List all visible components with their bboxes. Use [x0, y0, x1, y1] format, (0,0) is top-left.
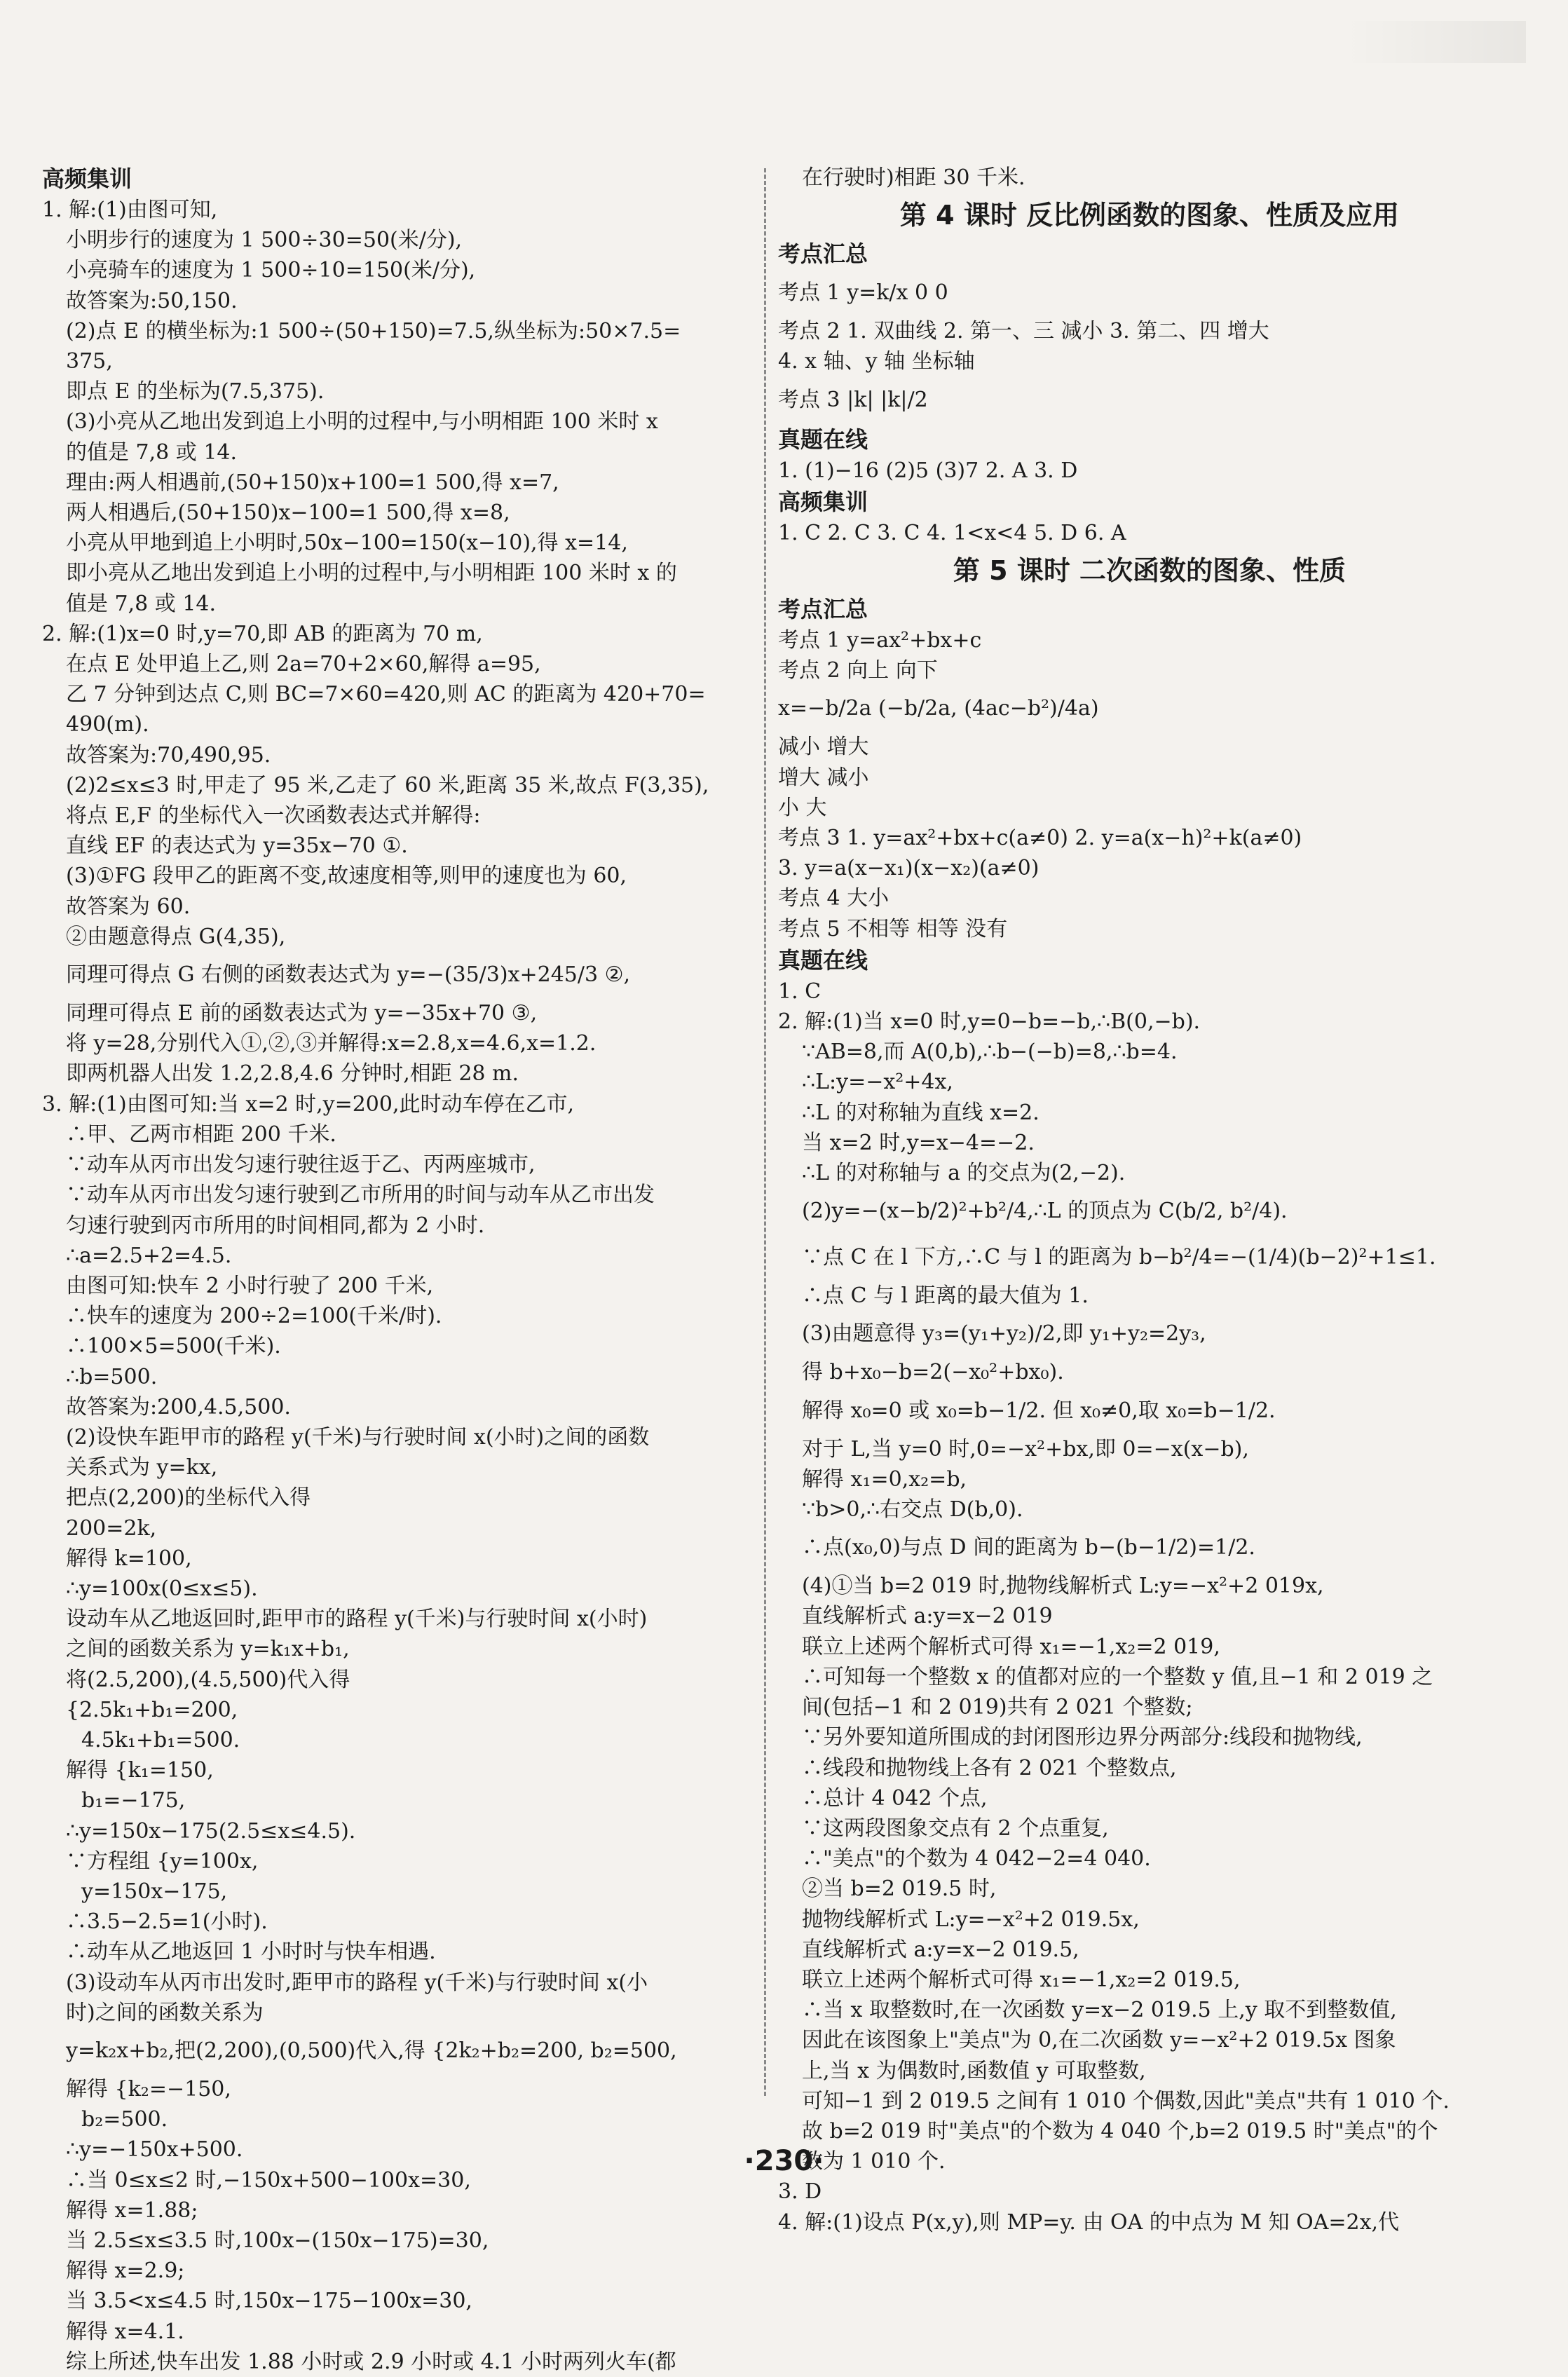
text-line: 理由:两人相遇前,(50+150)x+100=1 500,得 x=7,: [66, 470, 559, 495]
text-line: 抛物线解析式 L:y=−x²+2 019.5x,: [802, 1907, 1140, 1932]
text-line: 设动车从乙地返回时,距甲市的路程 y(千米)与行驶时间 x(小时): [66, 1607, 648, 1632]
text-line: 考点 4 大小: [778, 886, 889, 911]
text-line: 可知−1 到 2 019.5 之间有 1 010 个偶数,因此"美点"共有 1 010 个.: [802, 2088, 1450, 2113]
text-line: {2.5k₁+b₁=200,: [66, 1697, 238, 1722]
text-line: ∴线段和抛物线上各有 2 021 个整数点,: [802, 1755, 1177, 1780]
text-line: 2. 解:(1)x=0 时,y=70,即 AB 的距离为 70 m,: [42, 621, 483, 646]
text-line: 匀速行驶到丙市所用的时间相同,都为 2 小时.: [66, 1213, 485, 1238]
text-line: 直线 EF 的表达式为 y=35x−70 ①.: [66, 833, 408, 859]
text-line: 375,: [66, 349, 113, 374]
text-line: ∵动车从丙市出发匀速行驶往返于乙、丙两座城市,: [66, 1152, 536, 1178]
text-line: b₂=500.: [81, 2107, 168, 2132]
left-column: [42, 163, 757, 2377]
section-heading: 高频集训: [42, 165, 132, 192]
text-line: 解得 x₁=0,x₂=b,: [802, 1466, 967, 1492]
text-line: 考点 3 |k| |k|/2: [778, 387, 928, 412]
text-line: 综上所述,快车出发 1.88 小时或 2.9 小时或 4.1 小时两列火车(都: [66, 2349, 676, 2374]
section-heading: 考点汇总: [778, 596, 868, 623]
text-line: 1. C: [778, 979, 822, 1004]
text-line: 1. (1)−16 (2)5 (3)7 2. A 3. D: [778, 458, 1078, 483]
text-line: 小 大: [778, 795, 827, 820]
text-line: 故答案为 60.: [66, 894, 191, 919]
scan-shadow: [1344, 21, 1526, 63]
section-heading: 真题在线: [778, 946, 868, 974]
text-line: 故答案为:50,150.: [66, 288, 238, 313]
text-line: 时)之间的函数关系为: [66, 2000, 264, 2025]
text-line: 即小亮从乙地出发到追上小明的过程中,与小明相距 100 米时 x 的: [66, 561, 677, 586]
text-line: y=k₂x+b₂,把(2,200),(0,500)代入,得 {2k₂+b₂=200, b₂=500,: [66, 2038, 677, 2063]
text-line: 考点 3 1. y=ax²+bx+c(a≠0) 2. y=a(x−h)²+k(a≠0): [778, 826, 1302, 851]
text-line: ∵动车从丙市出发匀速行驶到乙市所用的时间与动车从乙市出发: [66, 1183, 655, 1208]
text-line: 间(包括−1 和 2 019)共有 2 021 个整数;: [802, 1695, 1193, 1720]
text-line: 的值是 7,8 或 14.: [66, 440, 238, 465]
text-line: 解得 {k₁=150,: [66, 1758, 214, 1783]
text-line: ∵AB=8,而 A(0,b),∴b−(−b)=8,∴b=4.: [802, 1040, 1178, 1065]
text-line: 将 y=28,分别代入①,②,③并解得:x=2.8,x=4.6,x=1.2.: [66, 1031, 596, 1056]
text-line: 当 x=2 时,y=x−4=−2.: [802, 1130, 1035, 1155]
text-line: 故答案为:70,490,95.: [66, 742, 271, 768]
text-line: ∴y=100x(0≤x≤5).: [66, 1576, 258, 1601]
text-line: 1. C 2. C 3. C 4. 1<x<4 5. D 6. A: [778, 520, 1126, 545]
text-line: 小明步行的速度为 1 500÷30=50(米/分),: [66, 228, 463, 253]
text-line: 小亮骑车的速度为 1 500÷10=150(米/分),: [66, 258, 476, 283]
text-line: ∴3.5−2.5=1(小时).: [66, 1909, 268, 1935]
text-line: 在点 E 处甲追上乙,则 2a=70+2×60,解得 a=95,: [66, 652, 541, 677]
text-line: b₁=−175,: [81, 1788, 186, 1813]
text-line: (2)设快车距甲市的路程 y(千米)与行驶时间 x(小时)之间的函数: [66, 1424, 650, 1450]
text-line: y=150x−175,: [81, 1879, 228, 1904]
text-line: ∵方程组 {y=100x,: [66, 1848, 259, 1874]
text-line: (4)①当 b=2 019 时,抛物线解析式 L:y=−x²+2 019x,: [802, 1574, 1324, 1599]
text-line: 之间的函数关系为 y=k₁x+b₁,: [66, 1637, 350, 1662]
text-line: (3)小亮从乙地出发到追上小明的过程中,与小明相距 100 米时 x: [66, 409, 658, 435]
text-line: ∴当 x 取整数时,在一次函数 y=x−2 019.5 上,y 取不到整数值,: [802, 1998, 1397, 2023]
text-line: (3)由题意得 y₃=(y₁+y₂)/2,即 y₁+y₂=2y₃,: [802, 1321, 1206, 1347]
text-line: 同理可得点 G 右侧的函数表达式为 y=−(35/3)x+245/3 ②,: [66, 962, 631, 988]
text-line: ∴L:y=−x²+4x,: [802, 1070, 953, 1095]
text-line: 4.5k₁+b₁=500.: [81, 1727, 240, 1752]
text-line: 490(m).: [66, 712, 149, 737]
text-line: 4. 解:(1)设点 P(x,y),则 MP=y. 由 OA 的中点为 M 知 OA=2x,代: [778, 2209, 1400, 2235]
text-line: 2. 解:(1)当 x=0 时,y=0−b=−b,∴B(0,−b).: [778, 1009, 1201, 1035]
text-line: 1. 解:(1)由图可知,: [42, 198, 218, 222]
text-line: 4. x 轴、y 轴 坐标轴: [778, 349, 975, 374]
text-line: 解得 x=4.1.: [66, 2319, 184, 2344]
text-line: 解得 x₀=0 或 x₀=b−1/2. 但 x₀≠0,取 x₀=b−1/2.: [802, 1398, 1276, 1423]
text-line: ②由题意得点 G(4,35),: [66, 924, 286, 949]
text-line: 解得 k=100,: [66, 1546, 192, 1571]
section-heading: 真题在线: [778, 425, 868, 453]
text-line: 200=2k,: [66, 1516, 157, 1541]
text-line: ②当 b=2 019.5 时,: [802, 1877, 997, 1902]
text-line: x=−b/2a (−b/2a, (4ac−b²)/4a): [778, 696, 1099, 721]
text-line: ∴100×5=500(千米).: [66, 1334, 281, 1359]
section-heading: 考点汇总: [778, 240, 868, 268]
text-line: ∴L 的对称轴为直线 x=2.: [802, 1100, 1039, 1125]
text-line: 当 2.5≤x≤3.5 时,100x−(150x−175)=30,: [66, 2228, 489, 2253]
text-line: ∵b>0,∴右交点 D(b,0).: [802, 1497, 1023, 1523]
text-line: 小亮从甲地到追上小明时,50x−100=150(x−10),得 x=14,: [66, 531, 628, 556]
text-line: 考点 5 不相等 相等 没有: [778, 916, 1008, 941]
lesson-title: 第 4 课时 反比例函数的图象、性质及应用: [899, 200, 1400, 231]
text-line: ∴点(x₀,0)与点 D 间的距离为 b−(b−1/2)=1/2.: [802, 1535, 1255, 1560]
text-line: 解得 x=1.88;: [66, 2198, 198, 2223]
text-line: ∴快车的速度为 200÷2=100(千米/时).: [66, 1304, 442, 1329]
text-line: 考点 2 1. 双曲线 2. 第一、三 减小 3. 第二、四 增大: [778, 319, 1269, 344]
text-line: (2)点 E 的横坐标为:1 500÷(50+150)=7.5,纵坐标为:50×7.5=: [66, 318, 681, 343]
text-line: 值是 7,8 或 14.: [66, 591, 217, 616]
text-line: ∴总计 4 042 个点,: [802, 1785, 988, 1811]
text-line: ∵另外要知道所围成的封闭图形边界分两部分:线段和抛物线,: [802, 1725, 1363, 1750]
text-line: 即点 E 的坐标为(7.5,375).: [66, 379, 325, 404]
text-line: 联立上述两个解析式可得 x₁=−1,x₂=2 019,: [802, 1634, 1220, 1659]
page-number: ·230·: [744, 2145, 824, 2177]
text-line: ∵点 C 在 l 下方,∴C 与 l 的距离为 b−b²/4=−(1/4)(b−2)²+1≤1.: [802, 1245, 1436, 1270]
text-line: ∴点 C 与 l 距离的最大值为 1.: [802, 1283, 1089, 1309]
text-line: 对于 L,当 y=0 时,0=−x²+bx,即 0=−x(x−b),: [802, 1436, 1249, 1462]
section-heading: 高频集训: [778, 488, 868, 515]
text-line: 数为 1 010 个.: [802, 2149, 946, 2174]
text-line: 同理可得点 E 前的函数表达式为 y=−35x+70 ③,: [66, 1001, 538, 1026]
text-line: 考点 2 向上 向下: [778, 658, 938, 683]
text-line: 解得 x=2.9;: [66, 2259, 185, 2284]
text-line: ∴y=150x−175(2.5≤x≤4.5).: [66, 1818, 356, 1844]
text-line: ∴y=−150x+500.: [66, 2137, 243, 2163]
text-line: 故 b=2 019 时"美点"的个数为 4 040 个,b=2 019.5 时"美点"的个: [802, 2118, 1438, 2144]
text-line: 减小 增大: [778, 735, 869, 760]
text-line: 联立上述两个解析式可得 x₁=−1,x₂=2 019.5,: [802, 1967, 1241, 1992]
lesson-title: 第 5 课时 二次函数的图象、性质: [953, 555, 1347, 587]
text-line: 两人相遇后,(50+150)x−100=1 500,得 x=8,: [66, 500, 510, 526]
text-line: ∴可知每一个整数 x 的值都对应的一个整数 y 值,且−1 和 2 019 之: [802, 1664, 1433, 1689]
text-line: ∵这两段图象交点有 2 个点重复,: [802, 1816, 1109, 1841]
text-line: ∴L 的对称轴与 a 的交点为(2,−2).: [802, 1161, 1126, 1186]
text-line: (3)设动车从丙市出发时,距甲市的路程 y(千米)与行驶时间 x(小: [66, 1970, 648, 1995]
text-line: 因此在该图象上"美点"为 0,在二次函数 y=−x²+2 019.5x 图象: [802, 2028, 1396, 2053]
text-line: 将点 E,F 的坐标代入一次函数表达式并解得:: [66, 803, 481, 829]
text-line: 得 b+x₀−b=2(−x₀²+bx₀).: [802, 1360, 1064, 1385]
text-line: 上,当 x 为偶数时,函数值 y 可取整数,: [802, 2058, 1146, 2083]
text-line: 把点(2,200)的坐标代入得: [66, 1485, 311, 1511]
text-line: 故答案为:200,4.5,500.: [66, 1394, 291, 1419]
text-line: 考点 1 y=ax²+bx+c: [778, 628, 982, 653]
text-line: 关系式为 y=kx,: [66, 1455, 218, 1480]
text-line: (3)①FG 段甲乙的距离不变,故速度相等,则甲的速度也为 60,: [66, 864, 627, 889]
text-line: 在行驶时)相距 30 千米.: [802, 165, 1025, 190]
text-line: 直线解析式 a:y=x−2 019: [802, 1604, 1053, 1629]
text-line: ∴a=2.5+2=4.5.: [66, 1243, 232, 1268]
text-line: 即两机器人出发 1.2,2.8,4.6 分钟时,相距 28 m.: [66, 1061, 519, 1087]
text-line: 由图可知:快车 2 小时行驶了 200 千米,: [66, 1273, 434, 1298]
text-line: 考点 1 y=k/x 0 0: [778, 280, 948, 306]
right-column: [778, 163, 1521, 2238]
column-divider: [764, 168, 766, 2096]
text-line: (2)y=−(x−b/2)²+b²/4,∴L 的顶点为 C(b/2, b²/4).: [802, 1199, 1288, 1224]
text-line: 当 3.5<x≤4.5 时,150x−175−100x=30,: [66, 2289, 472, 2314]
text-line: 3. 解:(1)由图可知:当 x=2 时,y=200,此时动车停在乙市,: [42, 1091, 575, 1117]
text-line: ∴动车从乙地返回 1 小时时与快车相遇.: [66, 1940, 436, 1965]
text-line: 增大 减小: [778, 765, 869, 790]
text-line: 直线解析式 a:y=x−2 019.5,: [802, 1937, 1079, 1962]
text-line: 解得 {k₂=−150,: [66, 2076, 231, 2102]
text-line: (2)2≤x≤3 时,甲走了 95 米,乙走了 60 米,距离 35 米,故点 F(3,35),: [66, 772, 709, 798]
text-line: 3. y=a(x−x₁)(x−x₂)(a≠0): [778, 856, 1039, 881]
text-line: 3. D: [778, 2179, 822, 2205]
text-line: ∴"美点"的个数为 4 042−2=4 040.: [802, 1846, 1151, 1872]
text-line: 将(2.5,200),(4.5,500)代入得: [66, 1667, 350, 1692]
text-line: 乙 7 分钟到达点 C,则 BC=7×60=420,则 AC 的距离为 420+70=: [66, 682, 706, 707]
text-line: ∴甲、乙两市相距 200 千米.: [66, 1122, 336, 1147]
text-line: ∴当 0≤x≤2 时,−150x+500−100x=30,: [66, 2167, 471, 2193]
text-line: ∴b=500.: [66, 1364, 158, 1389]
